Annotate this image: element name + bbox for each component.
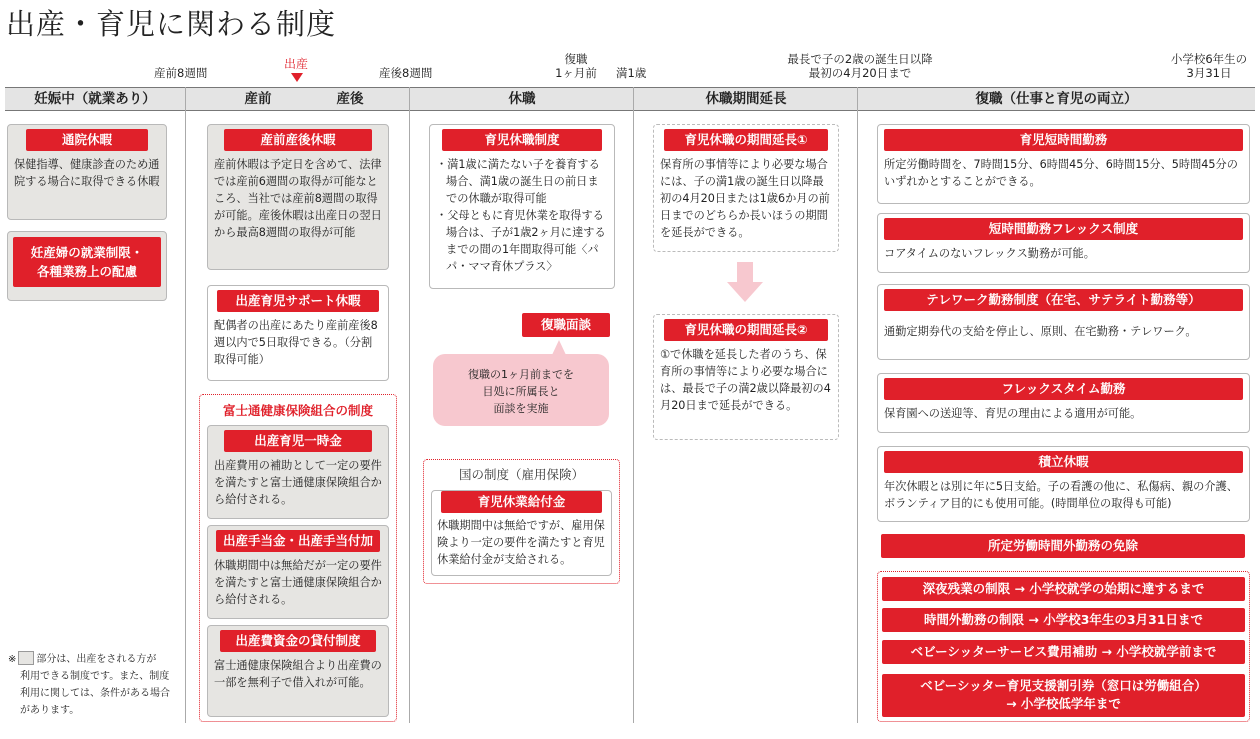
column-divider [633, 87, 634, 723]
babysitter-ticket-line2: → 小学校低学年まで [1006, 696, 1121, 711]
interview-line1: 復職の1ヶ月前までを [468, 368, 574, 381]
footnote-prefix: ※ [8, 654, 17, 665]
allowance-title: 出産手当金・出産手当付加 [216, 530, 380, 552]
childcare-leave-list [436, 156, 608, 275]
allowance-card [207, 525, 389, 619]
childcare-leave-title: 育児休職制度 [442, 129, 602, 151]
commute-leave-card [7, 124, 167, 220]
loan-text: 富士通健康保険組合より出産費の一部を無利子で借入れが可能。 [214, 659, 382, 689]
footnote-line3: 利用に関しては、条件がある場合 [20, 688, 170, 699]
down-arrow-head-icon [727, 282, 763, 302]
short-flex-card [877, 213, 1250, 273]
maternity-leave-title: 産前産後休暇 [224, 129, 372, 151]
column-divider [857, 87, 858, 723]
footnote [8, 651, 178, 719]
benefit-title: 育児休業給付金 [441, 491, 602, 513]
extension2-text: ①で休職を延長した者のうち、保育所の事情等により必要な場合には、最長で子の満2歳以降最初の4月20日まで延長ができる。 [660, 348, 831, 412]
extension1-title: 育児休職の期間延長① [664, 129, 828, 151]
return-interview-bubble [433, 354, 609, 426]
extension2-title: 育児休職の期間延長② [664, 319, 828, 341]
telework-card [877, 284, 1250, 360]
birth-support-card [207, 285, 389, 381]
benefit-card [431, 490, 612, 576]
work-restriction-line2: 各種業務上の配慮 [36, 264, 137, 279]
header-return: 復職（仕事と育児の両立） [975, 91, 1138, 107]
loan-title: 出産費資金の貸付制度 [220, 630, 376, 652]
fujitsu-header: 富士通健康保険組合の制度 [222, 403, 373, 418]
night-overtime-limit: 深夜残業の制限 → 小学校就学の始期に達するまで [882, 577, 1245, 601]
header-leave: 休職 [508, 91, 536, 107]
flextime-card [877, 373, 1250, 433]
footnote-line2: 利用できる制度です。また、制度 [20, 671, 170, 682]
national-header: 国の制度（雇用保険） [458, 467, 584, 482]
babysitter-ticket-line1: ベビーシッター育児支援割引券（窓口は労働組合） [920, 678, 1207, 693]
lump-sum-card [207, 425, 389, 519]
speech-bubble-tail-icon [552, 340, 566, 355]
timeline-max2-line2: 最初の4月20日まで [808, 66, 912, 80]
timeline-1m-label: 1ヶ月前 [555, 66, 597, 80]
timeline-post8: 産後8週間 [379, 66, 433, 80]
benefit-text: 休職期間中は無給ですが、雇用保険より一定の要件を満たすと育児休業給付金が支給される。 [437, 519, 605, 566]
telework-title: テレワーク勤務制度（在宅、サテライト勤務等） [884, 289, 1243, 311]
timeline-school-line1: 小学校6年生の [1170, 52, 1248, 66]
birth-marker-icon [291, 73, 303, 82]
birth-support-text: 配偶者の出産にあたり産前産後8週以内で5日取得できる。（分割取得可能） [214, 319, 378, 366]
interview-line3: 面談を実施 [493, 402, 549, 415]
maternity-leave-card [207, 124, 389, 270]
down-arrow-icon [737, 262, 753, 282]
short-time-card [877, 124, 1250, 204]
timeline-return-label: 復職 [564, 52, 588, 66]
timeline-school-line2: 3月31日 [1186, 66, 1232, 80]
short-time-text: 所定労働時間を、7時間15分、6時間45分、6時間15分、5時間45分のいずれかとすることができる。 [884, 158, 1238, 188]
childcare-leave-item: ・ 父母ともに育児休業を取得する場合は、子が1歳2ヶ月に達するまでの間の1年間取得可能〈パパ・ママ育休プラス〉 [436, 207, 608, 275]
flextime-text: 保育園への送迎等、育児の理由による適用が可能。 [884, 407, 1142, 420]
short-flex-text: コアタイムのないフレックス勤務が可能。 [884, 247, 1095, 260]
gray-legend-swatch [18, 651, 34, 665]
timeline-school [1164, 52, 1254, 80]
work-restriction-card [7, 231, 167, 301]
short-time-title: 育児短時間勤務 [884, 129, 1243, 151]
lump-sum-title: 出産育児一時金 [224, 430, 372, 452]
timeline-pre8: 産前8週間 [154, 66, 208, 80]
babysitter-subsidy: ベビーシッターサービス費用補助 → 小学校就学前まで [882, 640, 1245, 664]
overtime-exemption-label: 所定労働時間外勤務の免除 [881, 534, 1245, 558]
column-divider [409, 87, 410, 723]
childcare-leave-item: ・ 満1歳に満たない子を養育する場合、満1歳の誕生日の前日までの休職が取得可能 [436, 156, 608, 207]
interview-line2: 目処に所属長と [482, 385, 560, 398]
work-restriction-line1: 妊産婦の就業制限・ [30, 245, 144, 260]
timeline-max2 [780, 52, 940, 80]
overtime-limit: 時間外勤務の制限 → 小学校3年生の3月31日まで [882, 608, 1245, 632]
timeline-birth: 出産 [284, 57, 309, 71]
extension2-card [653, 314, 839, 440]
maternity-leave-text: 産前休暇は予定日を含めて、法律では産前6週間の取得が可能なところ、当社では産前8週間の取得が可能。産後休暇は出産日の翌日から最高8週間の取得が可能 [214, 158, 382, 239]
telework-text: 通勤定期券代の支給を停止し、原則、在宅勤務・テレワーク。 [884, 325, 1197, 338]
timeline-max2-line1: 最長で子の2歳の誕生日以降 [787, 52, 933, 66]
extension1-card [653, 124, 839, 252]
loan-card [207, 625, 389, 717]
column-header-bar [5, 87, 1255, 111]
allowance-text: 休職期間中は無給だが一定の要件を満たすと富士通健康保険組合から給付される。 [214, 559, 382, 606]
commute-leave-title: 通院休暇 [26, 129, 148, 151]
accum-leave-title: 積立休暇 [884, 451, 1243, 473]
footnote-line1 [8, 651, 178, 668]
short-flex-title: 短時間勤務フレックス制度 [884, 218, 1243, 240]
lump-sum-text: 出産費用の補助として一定の要件を満たすと富士通健康保険組合から給付される。 [214, 459, 382, 506]
footnote-line4: があります。 [20, 705, 80, 716]
flextime-title: フレックスタイム勤務 [884, 378, 1243, 400]
return-interview-label: 復職面談 [522, 313, 610, 337]
accum-leave-text: 年次休暇とは別に年に5日支給。子の看護の他に、私傷病、親の介護、ボランティア目的にも使用可能。(時間単位の取得も可能) [884, 480, 1238, 510]
commute-leave-text: 保健指導、健康診査のため通院する場合に取得できる休暇 [14, 158, 160, 188]
footnote-text1: 部分は、出産をされる方が [36, 654, 157, 665]
work-restriction-title [13, 237, 161, 287]
accum-leave-card [877, 446, 1250, 522]
childcare-leave-card [429, 124, 615, 289]
header-prenatal: 産前 [244, 91, 272, 107]
extension1-text: 保育所の事情等により必要な場合には、子の満1歳の誕生日以降最初の4月20日または1歳6か月の前日までのどちらか長いほうの期間を延長ができる。 [660, 158, 830, 239]
timeline-age1: 満1歳 [616, 66, 647, 80]
timeline-return-1m [554, 52, 598, 80]
babysitter-ticket [882, 674, 1245, 717]
header-extension: 休職期間延長 [705, 91, 787, 107]
header-postnatal: 産後 [336, 91, 364, 107]
page-title: 出産・育児に関わる制度 [6, 7, 337, 41]
column-divider [185, 87, 186, 723]
birth-support-title: 出産育児サポート休暇 [217, 290, 379, 312]
header-pregnancy: 妊娠中（就業あり） [34, 91, 156, 107]
